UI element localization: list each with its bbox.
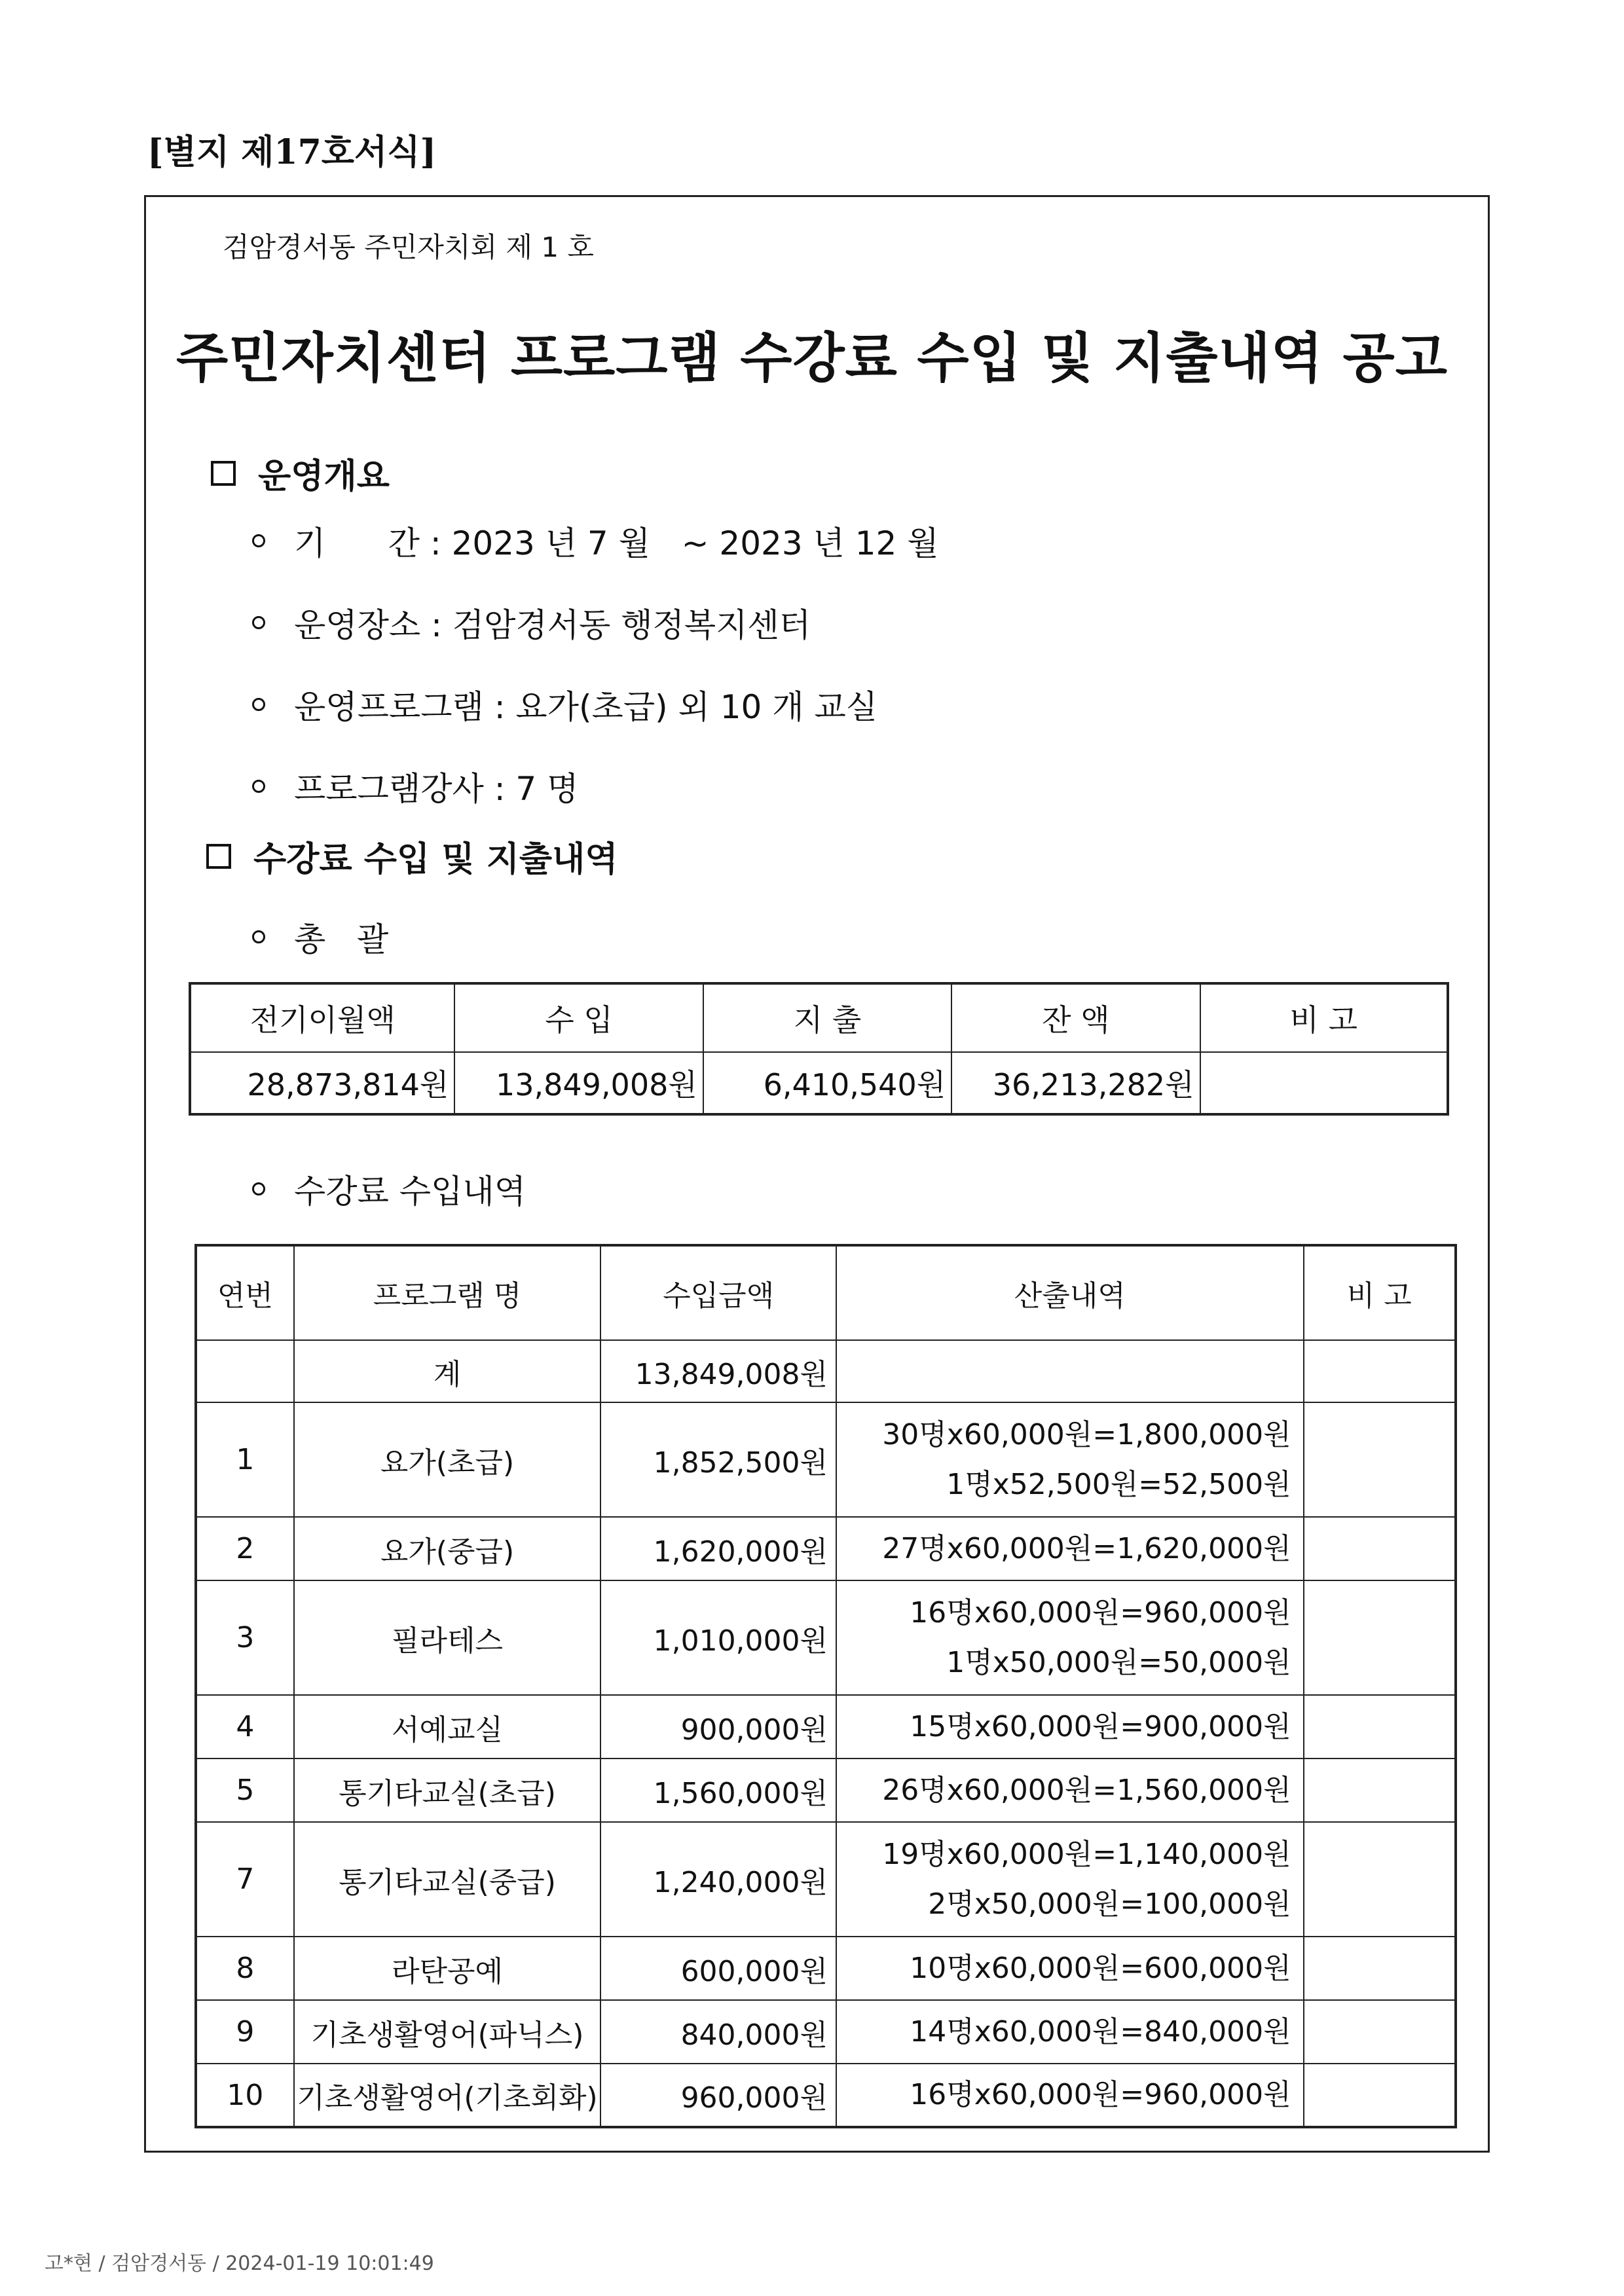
header-cell: 연번 — [196, 1245, 294, 1340]
table-row — [196, 1580, 1456, 1695]
header-cell: 산출내역 — [836, 1245, 1304, 1340]
header-cell: 수 입 — [454, 983, 703, 1052]
section-overview-heading — [211, 448, 390, 498]
income-rows — [196, 1402, 1456, 2127]
calc-line: 15명x60,000원=900,000원 — [910, 1709, 1291, 1743]
calc-line: 30명x60,000원=1,800,000원 — [882, 1417, 1291, 1451]
table-row — [196, 1937, 1456, 2000]
square-bullet-icon — [211, 461, 236, 486]
table-row — [196, 1402, 1456, 1517]
table-row — [190, 1052, 1448, 1114]
calc-cell — [836, 2064, 1304, 2127]
expense-cell: 6,410,540원 — [703, 1052, 951, 1114]
circle-bullet-icon — [252, 930, 265, 943]
bullet-location — [252, 599, 811, 646]
header-cell: 프로그램 명 — [294, 1245, 601, 1340]
circle-bullet-icon — [252, 534, 265, 547]
bullet-instructors — [252, 763, 578, 810]
header-cell: 전기이월액 — [190, 983, 454, 1052]
remark-cell — [1304, 1340, 1456, 1402]
amount-cell: 1,240,000원 — [600, 1822, 836, 1937]
section-heading-text: 운영개요 — [258, 457, 390, 496]
amount-cell: 960,000원 — [600, 2064, 836, 2127]
bullet-period — [252, 517, 939, 564]
total-row — [196, 1340, 1456, 1402]
no-cell: 9 — [196, 2000, 294, 2064]
calc-cell — [836, 1340, 1304, 1402]
header-cell: 수입금액 — [600, 1245, 836, 1340]
bullet-text: 기 간 : 2023 년 7 월 ~ 2023 년 12 월 — [294, 524, 939, 562]
calc-line: 26명x60,000원=1,560,000원 — [882, 1773, 1291, 1807]
no-cell: 4 — [196, 1695, 294, 1758]
no-cell: 1 — [196, 1402, 294, 1517]
form-label: [별지 제17호서식] — [147, 132, 437, 172]
amount-cell: 1,010,000원 — [600, 1580, 836, 1695]
remark-cell — [1304, 1937, 1456, 2000]
program-name-cell: 기초생활영어(기초회화) — [294, 2064, 601, 2127]
calc-line: 10명x60,000원=600,000원 — [910, 1951, 1291, 1985]
circle-bullet-icon — [252, 616, 265, 629]
no-cell: 7 — [196, 1822, 294, 1937]
table-header-row — [196, 1245, 1456, 1340]
calc-cell — [836, 1580, 1304, 1695]
header-cell: 비 고 — [1200, 983, 1448, 1052]
calc-line: 1명x50,000원=50,000원 — [946, 1645, 1291, 1679]
calc-line: 19명x60,000원=1,140,000원 — [882, 1837, 1291, 1871]
remark-cell — [1304, 2064, 1456, 2127]
no-cell: 3 — [196, 1580, 294, 1695]
remark-cell — [1304, 1402, 1456, 1517]
program-name-cell: 서예교실 — [294, 1695, 601, 1758]
remark-cell — [1304, 1695, 1456, 1758]
no-cell: 5 — [196, 1758, 294, 1822]
remark-cell — [1304, 1822, 1456, 1937]
no-cell: 10 — [196, 2064, 294, 2127]
amount-cell: 840,000원 — [600, 2000, 836, 2064]
carryover-cell: 28,873,814원 — [190, 1052, 454, 1114]
program-name-cell: 라탄공예 — [294, 1937, 601, 2000]
total-amount-cell: 13,849,008원 — [600, 1340, 836, 1402]
amount-cell: 1,560,000원 — [600, 1758, 836, 1822]
income-label — [252, 1165, 526, 1212]
summary-label — [252, 913, 388, 960]
circle-bullet-icon — [252, 698, 265, 711]
section-heading-text: 수강료 수입 및 지출내역 — [253, 840, 618, 879]
total-label-cell: 계 — [294, 1340, 601, 1402]
calc-line: 14명x60,000원=840,000원 — [910, 2014, 1291, 2049]
header-cell: 지 출 — [703, 983, 951, 1052]
table-header-row — [190, 983, 1448, 1052]
program-name-cell: 필라테스 — [294, 1580, 601, 1695]
calc-cell — [836, 2000, 1304, 2064]
calc-cell — [836, 1517, 1304, 1580]
bullet-text: 총 괄 — [294, 920, 389, 958]
amount-cell: 1,620,000원 — [600, 1517, 836, 1580]
calc-cell — [836, 1758, 1304, 1822]
income-table — [194, 1244, 1457, 2128]
amount-cell: 1,852,500원 — [600, 1402, 836, 1517]
table-row — [196, 2064, 1456, 2127]
program-name-cell: 통기타교실(초급) — [294, 1758, 601, 1822]
remark-cell — [1304, 1758, 1456, 1822]
balance-cell: 36,213,282원 — [951, 1052, 1200, 1114]
circle-bullet-icon — [252, 780, 265, 793]
calc-cell — [836, 1937, 1304, 2000]
calc-line: 16명x60,000원=960,000원 — [910, 2078, 1291, 2111]
summary-table — [189, 982, 1449, 1116]
square-bullet-icon — [206, 844, 231, 869]
income-cell: 13,849,008원 — [454, 1052, 703, 1114]
calc-cell — [836, 1695, 1304, 1758]
no-cell: 2 — [196, 1517, 294, 1580]
table-row — [196, 1517, 1456, 1580]
table-row — [196, 1822, 1456, 1937]
remark-cell — [1304, 1580, 1456, 1695]
header-cell: 잔 액 — [951, 983, 1200, 1052]
table-row — [196, 2000, 1456, 2064]
bullet-text: 프로그램강사 : 7 명 — [294, 770, 579, 808]
circle-bullet-icon — [252, 1182, 265, 1195]
bullet-text: 수강료 수입내역 — [294, 1173, 526, 1211]
remark-cell — [1304, 2000, 1456, 2064]
page-title: 주민자치센터 프로그램 수강료 수입 및 지출내역 공고 — [176, 327, 1448, 390]
program-name-cell: 요가(초급) — [294, 1402, 601, 1517]
issue-number: 검암경서동 주민자치회 제 1 호 — [223, 231, 594, 263]
bullet-text: 운영프로그램 : 요가(초급) 외 10 개 교실 — [294, 688, 878, 726]
no-cell — [196, 1340, 294, 1402]
bullet-text: 운영장소 : 검암경서동 행정복지센터 — [294, 606, 811, 644]
header-cell: 비 고 — [1304, 1245, 1456, 1340]
remark-cell — [1200, 1052, 1448, 1114]
calc-cell — [836, 1402, 1304, 1517]
remark-cell — [1304, 1517, 1456, 1580]
no-cell: 8 — [196, 1937, 294, 2000]
program-name-cell: 기초생활영어(파닉스) — [294, 2000, 601, 2064]
calc-line: 27명x60,000원=1,620,000원 — [882, 1531, 1291, 1565]
footer-stamp: 고*현 / 검암경서동 / 2024-01-19 10:01:49 — [45, 2252, 434, 2275]
bullet-programs — [252, 681, 877, 728]
program-name-cell: 통기타교실(중급) — [294, 1822, 601, 1937]
calc-line: 16명x60,000원=960,000원 — [910, 1595, 1291, 1630]
amount-cell: 900,000원 — [600, 1695, 836, 1758]
table-row — [196, 1695, 1456, 1758]
program-name-cell: 요가(중급) — [294, 1517, 601, 1580]
amount-cell: 600,000원 — [600, 1937, 836, 2000]
section-finance-heading — [206, 831, 618, 881]
calc-line: 1명x52,500원=52,500원 — [946, 1467, 1291, 1501]
calc-cell — [836, 1822, 1304, 1937]
table-row — [196, 1758, 1456, 1822]
calc-line: 2명x50,000원=100,000원 — [928, 1887, 1291, 1921]
